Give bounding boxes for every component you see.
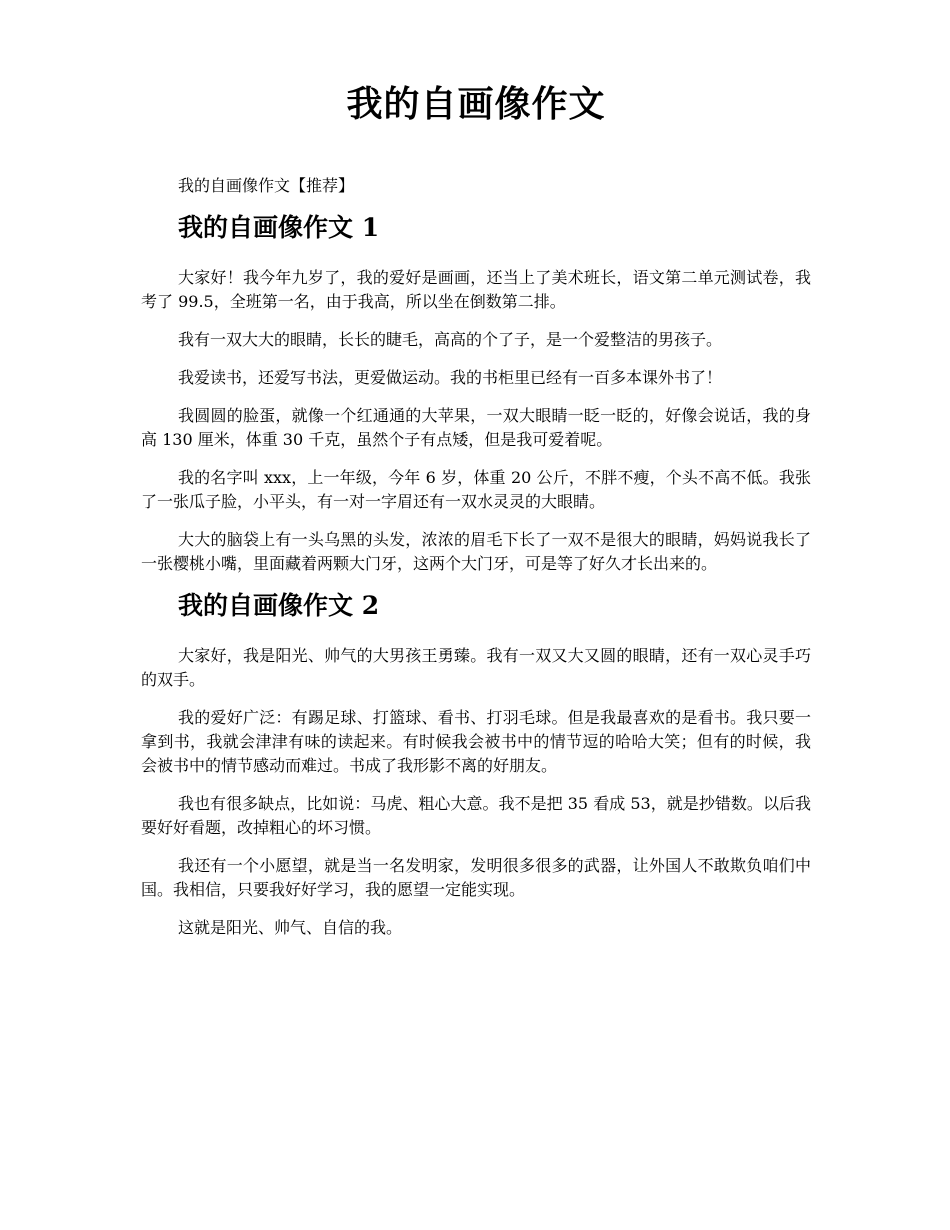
paragraph: 我的爱好广泛：有踢足球、打篮球、看书、打羽毛球。但是我最喜欢的是看书。我只要一拿到书，我就会津津有味的读起来。有时候我会被书中的情节逗的哈哈大笑；但有的时候，我会被书中的情节感动而难过。书成了我形影不离的好朋友。 <box>141 708 811 775</box>
paragraph: 这就是阳光、帅气、自信的我。 <box>178 918 403 937</box>
paragraph: 我也有很多缺点，比如说：马虎、粗心大意。我不是把 35 看成 53，就是抄错数。以后我要好好看题，改掉粗心的坏习惯。 <box>141 794 811 837</box>
section-body-2 <box>141 644 811 940</box>
section-heading-2: 我的自画像作文 2 <box>178 591 380 620</box>
paragraph: 我爱读书，还爱写书法，更爱做运动。我的书柜里已经有一百多本课外书了！ <box>178 368 723 387</box>
paragraph: 大大的脑袋上有一头乌黑的头发，浓浓的眉毛下长了一双不是很大的眼睛，妈妈说我长了一张樱桃小嘴，里面藏着两颗大门牙，这两个大门牙，可是等了好久才长出来的。 <box>141 530 811 573</box>
paragraph: 我的名字叫 xxx，上一年级，今年 6 岁，体重 20 公斤，不胖不瘦，个头不高不低。我张了一张瓜子脸，小平头，有一对一字眉还有一双水灵灵的大眼睛。 <box>141 468 811 511</box>
paragraph: 大家好，我是阳光、帅气的大男孩王勇臻。我有一双又大又圆的眼睛，还有一双心灵手巧的双手。 <box>141 646 811 689</box>
section-body-1 <box>141 266 811 576</box>
document-page <box>141 78 811 940</box>
paragraph: 大家好！我今年九岁了，我的爱好是画画，还当上了美术班长，语文第二单元测试卷，我考了 99.5，全班第一名，由于我高，所以坐在倒数第二排。 <box>141 268 811 311</box>
paragraph: 我有一双大大的眼睛，长长的睫毛，高高的个了子，是一个爱整洁的男孩子。 <box>178 330 723 349</box>
paragraph: 我圆圆的脸蛋，就像一个红通通的大苹果，一双大眼睛一眨一眨的，好像会说话，我的身高 130 厘米，体重 30 千克，虽然个子有点矮，但是我可爱着呢。 <box>141 406 811 449</box>
paragraph: 我还有一个小愿望，就是当一名发明家，发明很多很多的武器，让外国人不敢欺负咱们中国。我相信，只要我好好学习，我的愿望一定能实现。 <box>141 856 811 899</box>
section-heading-1: 我的自画像作文 1 <box>178 213 380 242</box>
document-title: 我的自画像作文 <box>346 83 606 125</box>
document-intro: 我的自画像作文【推荐】 <box>178 176 355 195</box>
